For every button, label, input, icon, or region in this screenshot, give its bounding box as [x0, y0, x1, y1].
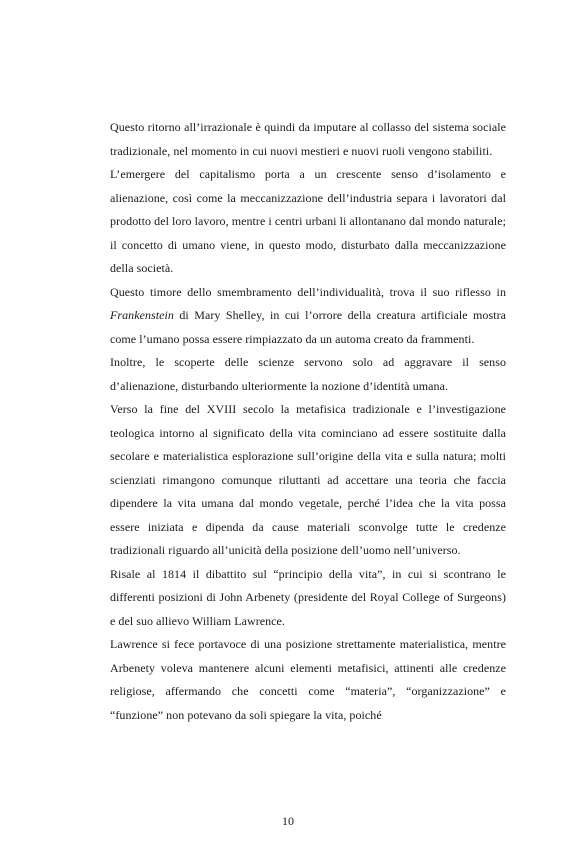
paragraph-lawrence: Lawrence si fece portavoce di una posizione strettamente materialistica, mentre Arbenety voleva mantenere alcuni elementi metafisici, attinenti alle credenze religiose, affermando che concetti come “materia”, “organizzazione” e “funzione” non potevano da soli spiegare la vita, poiché: [110, 637, 506, 722]
paragraph-1814-debate: Risale al 1814 il dibattito sul “principio della vita”, in cui si scontrano le differenti posizioni di John Arbenety (presidente del Royal College of Surgeons) e del suo allievo William Lawrence.: [110, 566, 506, 628]
body-text: [110, 116, 506, 727]
paragraph-frankenstein-before: Questo timore dello smembramento dell’individualità, trova il suo riflesso in: [110, 284, 506, 299]
paragraph-frankenstein-after: di Mary Shelley, in cui l’orrore della creatura artificiale mostra come l’umano possa essere rimpiazzato da un automa creato da frammenti.: [110, 308, 506, 346]
frankenstein-title: Frankenstein: [110, 308, 174, 322]
paragraph-science-discoveries: Inoltre, le scoperte delle scienze servono solo ad aggravare il senso d’alienazione, disturbando ulteriormente la nozione d’identità umana.: [110, 355, 506, 393]
page-number: 10: [282, 814, 294, 828]
paragraph-irrational-return: Questo ritorno all’irrazionale è quindi da imputare al collasso del sistema sociale tradizionale, nel momento in cui nuovi mestieri e nuovi ruoli vengono stabiliti.: [110, 120, 506, 158]
paragraph-metaphysics: Verso la fine del XVIII secolo la metafisica tradizionale e l’investigazione teologica intorno al significato della vita cominciano ad essere sostituite dalla secolare e materialistica esplorazione sull’origine della vita e sulla natura; molti scienziati rimangono comunque riluttanti ad accettare una teoria che faccia dipendere la vita umana dal mondo vegetale, perché l’idea che la vita possa essere iniziata e dipenda da cause materiali sconvolge tutte le credenze tradizionali riguardo all’unicità della posizione dell’uomo nell’universo.: [110, 402, 506, 557]
paragraph-frankenstein: [110, 281, 506, 352]
paragraph-capitalism-alienation: L’emergere del capitalismo porta a un crescente senso d’isolamento e alienazione, così come la meccanizzazione dell’industria separa i lavoratori dal prodotto del loro lavoro, mentre i centri urbani li allontanano dal mondo naturale; il concetto di umano viene, in questo modo, disturbato dalla meccanizzazione della società.: [110, 167, 506, 275]
